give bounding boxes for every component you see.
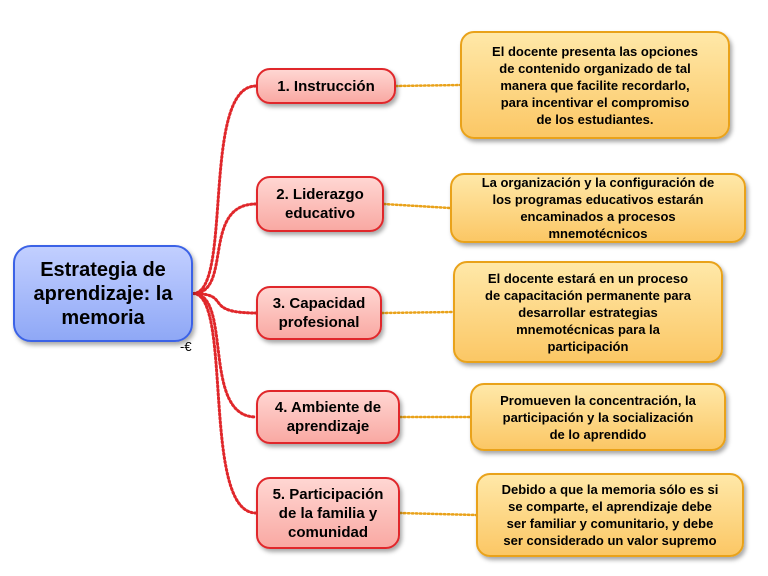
connector-root-to-branch-5 [193, 294, 256, 514]
connector-branch-to-detail-3 [382, 312, 453, 313]
detail-node-liderazgo-educativo[interactable]: La organización y la configuración de los programas educativos estarán encaminados a procesos mnemotécnicos [450, 173, 746, 243]
connector-root-to-branch-2 [193, 204, 256, 294]
branch-node-participacion-familia-comunidad[interactable]: 5. Participación de la familia y comunidad [256, 477, 400, 549]
connector-root-to-branch-1 [193, 86, 256, 294]
branch-node-liderazgo-educativo[interactable]: 2. Liderazgo educativo [256, 176, 384, 232]
detail-node-capacidad-profesional[interactable]: El docente estará en un proceso de capacitación permanente para desarrollar estrategias mnemotécnicas para la participación [453, 261, 723, 363]
root-node-estrategia-de-aprendizaje[interactable]: Estrategia de aprendizaje: la memoria [13, 245, 193, 342]
branch-node-capacidad-profesional[interactable]: 3. Capacidad profesional [256, 286, 382, 340]
connector-branch-to-detail-2 [384, 204, 450, 208]
connector-branch-to-detail-5 [400, 513, 476, 515]
detail-node-instruccion[interactable]: El docente presenta las opciones de contenido organizado de tal manera que facilite recordarlo, para incentivar el compromiso de los estudiantes. [460, 31, 730, 139]
branch-node-instruccion[interactable]: 1. Instrucción [256, 68, 396, 104]
detail-node-participacion-familia-comunidad[interactable]: Debido a que la memoria sólo es si se comparte, el aprendizaje debe ser familiar y comunitario, y debe ser considerado un valor supremo [476, 473, 744, 557]
detail-node-ambiente-de-aprendizaje[interactable]: Promueven la concentración, la participación y la socialización de lo aprendido [470, 383, 726, 451]
branch-node-ambiente-de-aprendizaje[interactable]: 4. Ambiente de aprendizaje [256, 390, 400, 444]
collapse-icon[interactable]: -€ [180, 339, 192, 354]
connector-branch-to-detail-1 [396, 85, 460, 86]
